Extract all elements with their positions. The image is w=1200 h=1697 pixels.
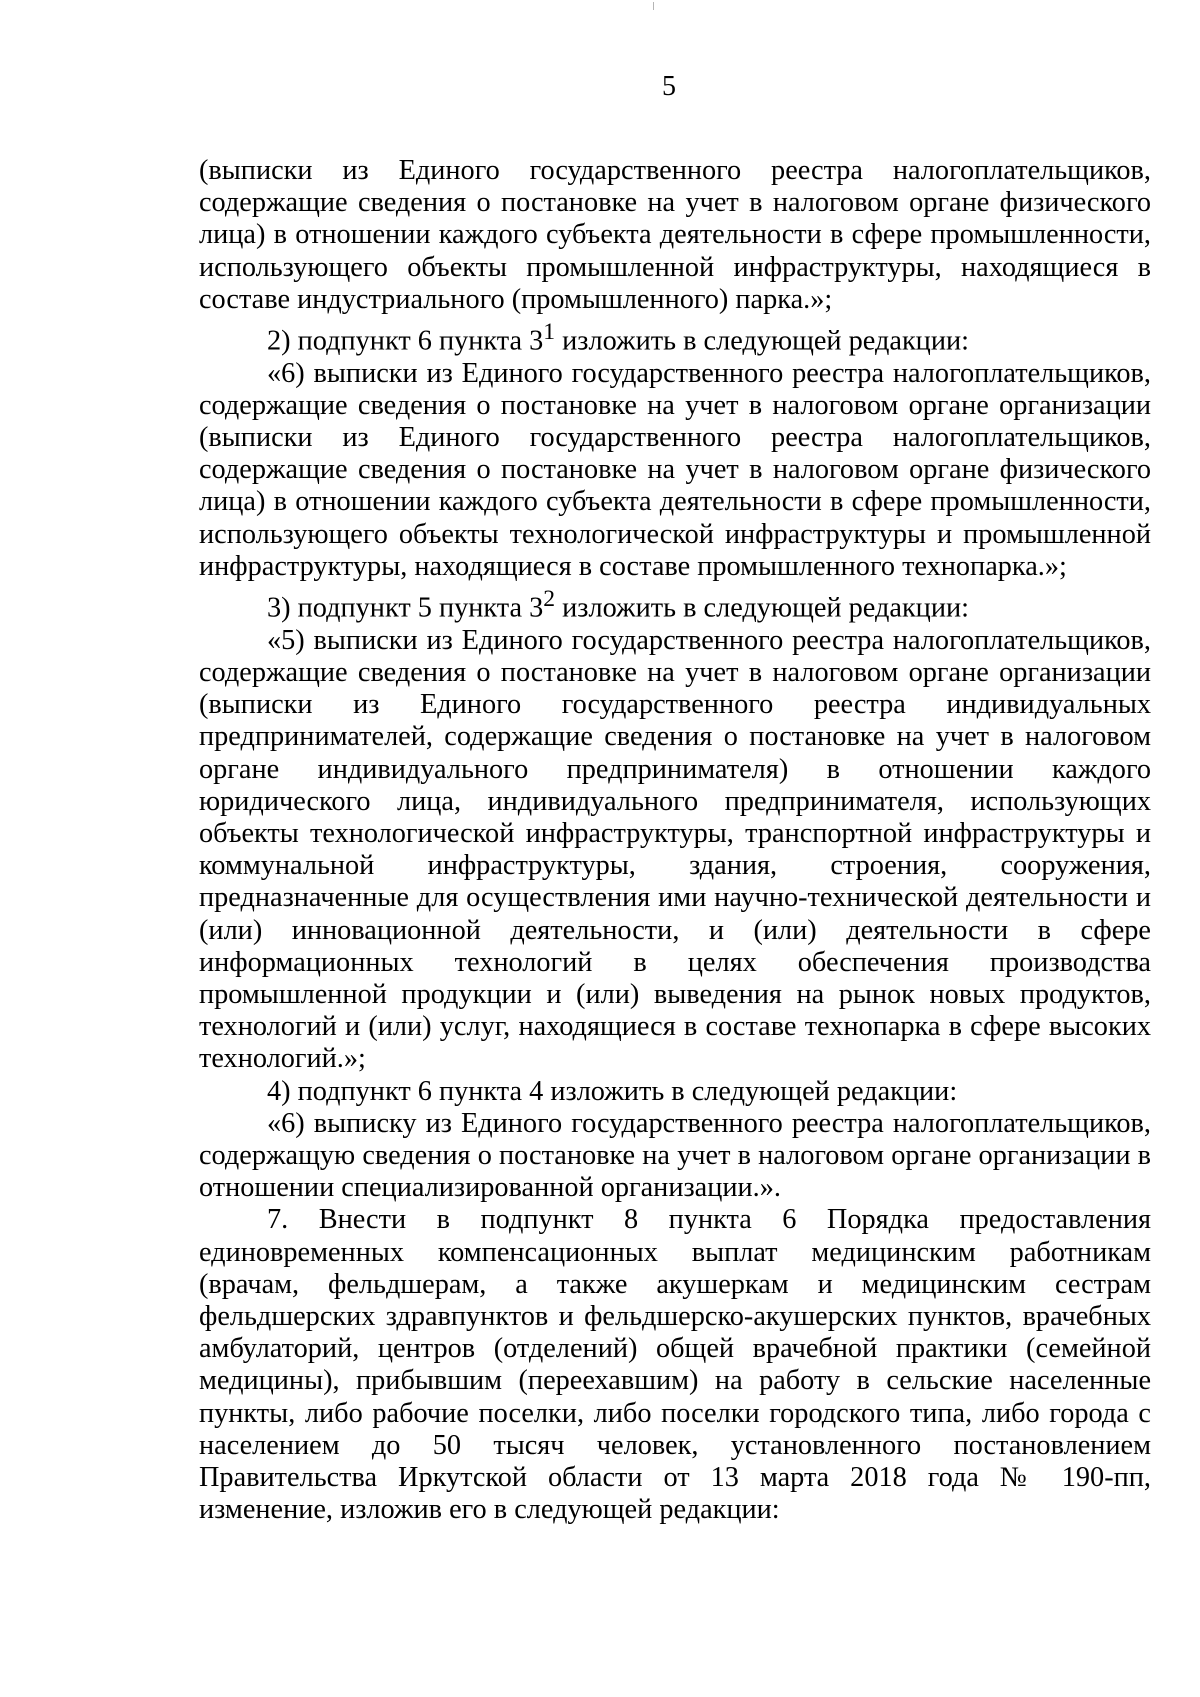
item-2-text: 2) подпункт 6 пункта 3 <box>267 325 544 357</box>
paragraph-item-4-quote: «6) выписку из Единого государственного реестра налогоплательщиков, содержащую сведения о постановке на учет в налоговом органе организации в отношении специализированной организации.». <box>199 1107 1151 1204</box>
document-body <box>199 155 1151 1526</box>
paragraph-item-3-quote: «5) выписки из Единого государственного реестра налогоплательщиков, содержащие сведения о постановке на учет в налоговом органе организации (выписки из Единого государственного реестра индивидуальных предпринимателей, содержащие сведения о постановке на учет в налоговом органе индивидуального предпринимателя) в отношении каждого юридического лица, индивидуального предпринимателя, использующих объекты технологической инфраструктуры, транспортной инфраструктуры и коммунальной инфраструктуры, здания, строения, сооружения, предназначенные для осуществления ими научно-технической деятельности и (или) инновационной деятельности, и (или) деятельности в сфере информационных технологий в целях обеспечения производства промышленной продукции и (или) выведения на рынок новых продуктов, технологий и (или) услуг, находящиеся в составе технопарка в сфере высоких технологий.»; <box>199 624 1151 1075</box>
item-2-text-end: изложить в следующей редакции: <box>555 325 969 357</box>
paragraph-point-7: 7. Внести в подпункт 8 пункта 6 Порядка предоставления единовременных компенсационных выплат медицинским работникам (врачам, фельдшерам, а также акушеркам и медицинским сестрам фельдшерских здравпунктов и фельдшерско-акушерских пунктов, врачебных амбулаторий, центров (отделений) общей врачебной практики (семейной медицины), прибывшим (переехавшим) на работу в сельские населенные пункты, либо рабочие поселки, либо поселки городского типа, либо города с населением до 50 тысяч человек, установленного постановлением Правительства Иркутской области от 13 марта 2018 года № 190-пп, изменение, изложив его в следующей редакции: <box>199 1204 1151 1526</box>
item-2-superscript: 1 <box>543 319 556 346</box>
paragraph-item-2 <box>199 316 1151 358</box>
paragraph-item-4: 4) подпункт 6 пункта 4 изложить в следующей редакции: <box>267 1075 958 1107</box>
item-3-text-end: изложить в следующей редакции: <box>555 592 969 624</box>
paragraph-continuation: (выписки из Единого государственного реестра налогоплательщиков, содержащие сведения о постановке на учет в налоговом органе физического лица) в отношении каждого субъекта деятельности в сфере промышленности, использующего объекты промышленной инфраструктуры, находящиеся в составе индустриального (промышленного) парка.»; <box>199 155 1151 315</box>
paragraph-item-3 <box>199 583 1151 625</box>
item-3-superscript: 2 <box>543 586 556 613</box>
page-number: 5 <box>662 71 676 102</box>
scan-mark <box>653 2 654 10</box>
paragraph-item-2-quote: «6) выписки из Единого государственного реестра налогоплательщиков, содержащие сведения о постановке на учет в налоговом органе организации (выписки из Единого государственного реестра налогоплательщиков, содержащие сведения о постановке на учет в налоговом органе физического лица) в отношении каждого субъекта деятельности в сфере промышленности, использующего объекты технологической инфраструктуры и промышленной инфраструктуры, находящиеся в составе промышленного технопарка.»; <box>199 357 1151 582</box>
item-3-text: 3) подпункт 5 пункта 3 <box>267 592 544 624</box>
